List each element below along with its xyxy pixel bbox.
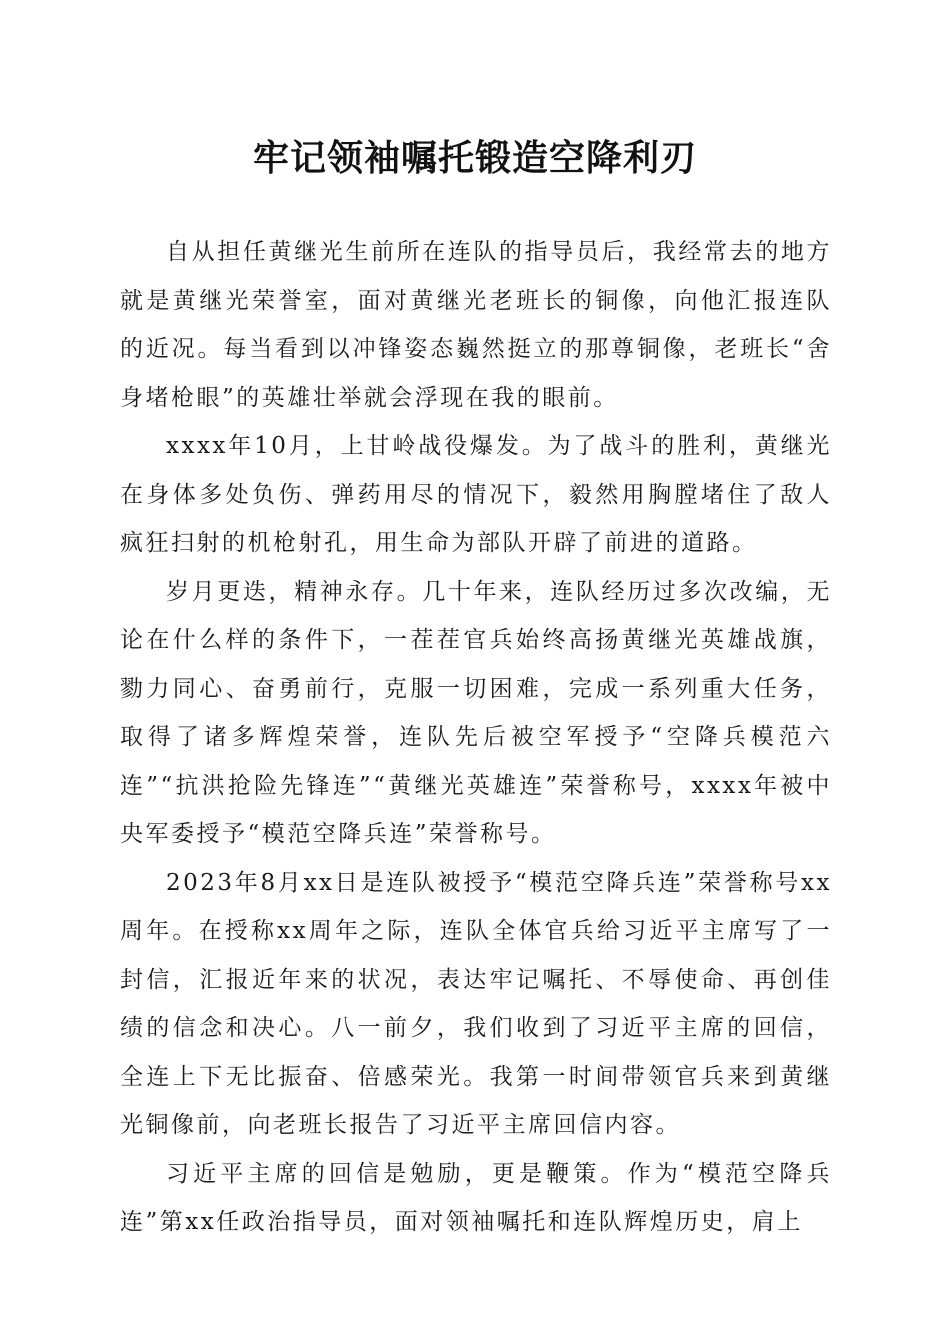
- document-body: [120, 228, 832, 1247]
- paragraph: xxxx年10月，上甘岭战役爆发。为了战斗的胜利，黄继光在身体多处负伤、弹药用尽的情况下，毅然用胸膛堵住了敌人疯狂扫射的机枪射孔，用生命为部队开辟了前进的道路。: [120, 433, 832, 556]
- paragraph: 岁月更迭，精神永存。几十年来，连队经历过多次改编，无论在什么样的条件下，一茬茬官兵始终高扬黄继光英雄战旗，勠力同心、奋勇前行，克服一切困难，完成一系列重大任务，取得了诸多辉煌荣誉，连队先后被空军授予“空降兵模范六连”“抗洪抢险先锋连”“黄继光英雄连”荣誉称号，xxxx年被中央军委授予“模范空降兵连”荣誉称号。: [120, 578, 832, 847]
- paragraph: 2023年8月xx日是连队被授予“模范空降兵连”荣誉称号xx周年。在授称xx周年之际，连队全体官兵给习近平主席写了一封信，汇报近年来的状况，表达牢记嘱托、不辱使命、再创佳绩的信念和决心。八一前夕，我们收到了习近平主席的回信，全连上下无比振奋、倍感荣光。我第一时间带领官兵来到黄继光铜像前，向老班长报告了习近平主席回信内容。: [120, 869, 832, 1138]
- paragraph: 习近平主席的回信是勉励，更是鞭策。作为“模范空降兵连”第xx任政治指导员，面对领袖嘱托和连队辉煌历史，肩上: [120, 1160, 832, 1235]
- paragraph: 自从担任黄继光生前所在连队的指导员后，我经常去的地方就是黄继光荣誉室，面对黄继光老班长的铜像，向他汇报连队的近况。每当看到以冲锋姿态巍然挺立的那尊铜像，老班长“舍身堵枪眼”的英雄壮举就会浮现在我的眼前。: [120, 239, 832, 411]
- document-title: 牢记领袖嘱托锻造空降利刃: [252, 137, 697, 179]
